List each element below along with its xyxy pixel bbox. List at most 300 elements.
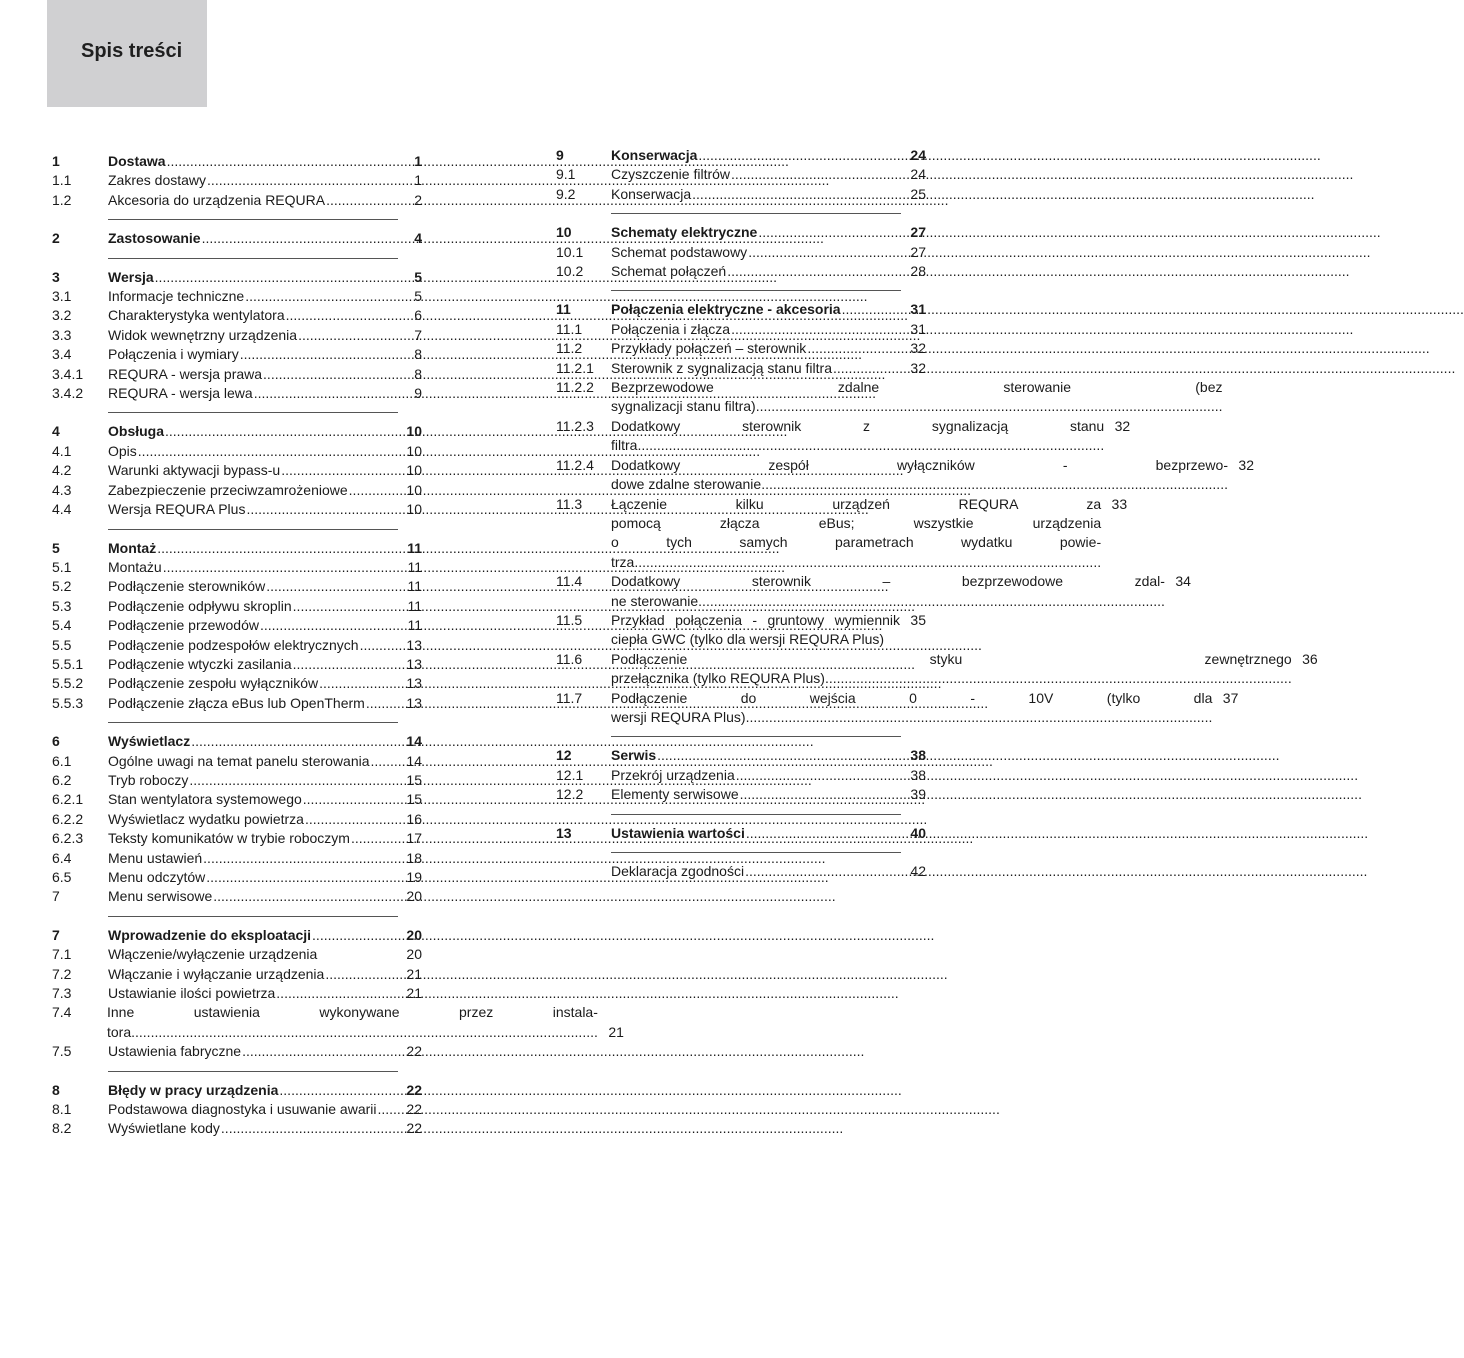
entry-title-text: Schemat podstawowy (611, 243, 748, 260)
entry-page: 14 (406, 752, 422, 769)
leader-dots (221, 1119, 395, 1138)
entry-title-text: Podłączenie styku zewnętrznego (611, 650, 1292, 667)
leader-dots (807, 339, 899, 358)
entry-title-line (611, 533, 1101, 552)
entry-number: 4.3 (52, 481, 72, 498)
toc-entry[interactable] (52, 674, 422, 693)
entry-number: 6.2 (52, 771, 72, 788)
entry-title-text: Stan wentylatora systemowego (108, 791, 302, 808)
toc-entry[interactable] (556, 320, 926, 339)
entry-title-text: Podstawowa diagnostyka i usuwanie awarii (108, 1101, 377, 1118)
leader-dots (293, 655, 395, 674)
separator-line (108, 916, 398, 917)
toc-entry[interactable] (52, 1119, 422, 1138)
entry-page: 37 (1222, 689, 1239, 706)
entry-title-text: Ustawienia wartości (611, 824, 745, 841)
entry-title-text: Schematy elektryczne (611, 224, 758, 241)
toc-entry[interactable] (556, 339, 926, 358)
entry-page: 15 (406, 771, 422, 788)
toc-entry[interactable] (52, 771, 422, 790)
entry-title (108, 384, 396, 403)
leader-dots (312, 926, 395, 945)
entry-title-text: trza (611, 553, 635, 570)
toc-entry[interactable] (52, 191, 422, 210)
entry-title-line (611, 669, 1292, 688)
entry-number: 3.2 (52, 307, 72, 324)
toc-entry[interactable] (52, 694, 422, 713)
entry-page: 40 (910, 824, 926, 841)
entry-title (611, 785, 900, 804)
toc-entry[interactable] (556, 862, 926, 881)
entry-page: 11 (407, 578, 422, 595)
entry-title-text: Przekrój urządzenia (611, 766, 735, 783)
leader-dots (276, 984, 395, 1003)
entry-title (108, 1081, 396, 1100)
entry-title-text: Dodatkowy zespół wyłączników - bezprzewo- (611, 456, 1228, 473)
toc-entry[interactable] (556, 495, 1128, 573)
entry-title-text: Schemat połączeń (611, 263, 727, 280)
entry-title-text: Ustawienia fabryczne (108, 1043, 242, 1060)
entry-title (108, 171, 396, 190)
entry-title (611, 378, 1223, 417)
entry-page: 11 (407, 617, 422, 634)
entry-title-text: Akcesoria do urządzenia REQURA (108, 191, 326, 208)
entry-number: 7 (52, 888, 60, 905)
entry-title (108, 597, 396, 616)
entry-number: 3.4 (52, 346, 72, 363)
entry-title-line (107, 1003, 598, 1022)
entry-number: 11.2 (556, 340, 583, 357)
entry-title-text: Deklaracja zgodności (611, 863, 745, 879)
separator-line (611, 213, 901, 214)
separator-line (108, 412, 398, 413)
toc-entry[interactable] (52, 926, 422, 945)
toc-entry[interactable] (52, 345, 422, 364)
leader-dots (351, 829, 395, 848)
section-separator (52, 403, 422, 422)
toc-entry[interactable] (556, 165, 926, 184)
toc-entry[interactable] (52, 1100, 422, 1119)
entry-page: 22 (406, 1120, 422, 1137)
entry-page: 28 (910, 263, 926, 280)
leader-dots (325, 965, 395, 984)
toc-entry[interactable] (52, 384, 422, 403)
leader-dots (736, 766, 899, 785)
entry-title-text: Montażu (108, 558, 162, 575)
entry-title-text: przełącznika (tylko REQURA Plus) (611, 670, 825, 687)
toc-entry[interactable] (52, 268, 422, 287)
entry-page: 14 (406, 733, 422, 750)
entry-number: 11.3 (556, 495, 583, 512)
leader-dots (746, 824, 899, 843)
entry-page: 13 (406, 655, 422, 672)
entry-number: 11.6 (556, 650, 583, 667)
toc-entry[interactable] (52, 287, 422, 306)
separator-line (108, 258, 398, 259)
toc-entry[interactable] (52, 306, 422, 325)
entry-title-line (107, 1023, 598, 1042)
entry-title (108, 810, 396, 829)
entry-number: 11.2.3 (556, 417, 594, 434)
entry-page: 2 (414, 191, 422, 208)
entry-number: 11.1 (556, 320, 583, 337)
separator-line (108, 529, 398, 530)
entry-page: 5 (414, 268, 422, 285)
entry-page: 10 (406, 501, 422, 518)
separator-line (611, 852, 901, 853)
entry-page: 10 (406, 442, 422, 459)
entry-title-line (611, 436, 1104, 455)
entry-title (611, 262, 900, 281)
entry-title-line (611, 689, 1212, 708)
entry-title (108, 306, 396, 325)
entry-title (611, 185, 900, 204)
entry-number: 4.2 (52, 462, 72, 479)
entry-title-text: Obsługa (108, 423, 165, 440)
separator-line (108, 1071, 398, 1072)
entry-title-text: REQURA - wersja prawa (108, 365, 263, 382)
section-separator (52, 713, 422, 732)
entry-page: 1 (414, 153, 422, 169)
entry-title-text: Wyświetlane kody (108, 1120, 220, 1137)
separator-line (611, 814, 901, 815)
leader-dots (279, 1081, 395, 1100)
entry-number: 8 (52, 1081, 60, 1098)
entry-number: 5.3 (52, 597, 72, 614)
entry-title-text: o tych samych parametrach wydatku powie- (611, 534, 1102, 551)
section-separator (556, 204, 926, 223)
entry-page: 6 (414, 307, 422, 324)
entry-title-line (611, 397, 1223, 416)
entry-title-text: Bezprzewodowe zdalne sterowanie (bez (611, 379, 1223, 396)
toc-section (52, 539, 422, 714)
entry-title-line (611, 417, 1104, 436)
entry-number: 6.2.2 (52, 810, 84, 827)
toc-entry[interactable] (52, 422, 422, 441)
entry-number: 6.2.1 (52, 791, 84, 808)
entry-title-text: Podłączenie zespołu wyłączników (108, 675, 319, 692)
toc-entry[interactable] (52, 539, 422, 558)
toc-entry[interactable] (52, 790, 422, 809)
leader-dots (298, 326, 395, 345)
leader-dots: ........................................................................................................................ (698, 592, 1165, 609)
toc-entry[interactable] (52, 1003, 624, 1042)
entry-number: 10 (556, 224, 572, 241)
entry-title (108, 268, 396, 287)
toc-entry[interactable] (52, 577, 422, 596)
entry-number: 5 (52, 539, 60, 556)
entry-title-text: Montaż (108, 539, 157, 556)
toc-entry[interactable] (52, 1042, 422, 1061)
toc-entry[interactable] (52, 1081, 422, 1100)
toc-entry[interactable] (52, 442, 422, 461)
entry-title (108, 849, 396, 868)
toc-section (556, 300, 1318, 727)
entry-page: 38 (910, 766, 926, 783)
entry-page: 17 (406, 830, 422, 847)
leader-dots (165, 422, 395, 441)
toc-entry[interactable] (556, 185, 926, 204)
entry-page: 5 (414, 288, 422, 305)
entry-title-line (611, 475, 1228, 494)
entry-page: 32 (1238, 456, 1254, 473)
entry-number: 11.2.4 (556, 456, 594, 473)
entry-title (611, 165, 900, 184)
leader-dots (305, 810, 395, 829)
toc-entry[interactable] (556, 785, 926, 804)
leader-dots (202, 229, 395, 248)
toc-entry[interactable] (52, 732, 422, 751)
entry-title (611, 243, 900, 262)
toc-section (52, 229, 422, 248)
entry-number: 4.1 (52, 442, 72, 459)
toc-entry[interactable] (52, 481, 422, 500)
toc-entry[interactable] (52, 171, 422, 190)
entry-number: 3.4.2 (52, 385, 84, 402)
entry-number: 7.2 (52, 965, 72, 982)
leader-dots (303, 790, 395, 809)
toc-entry[interactable] (52, 229, 422, 248)
toc-section (556, 824, 926, 843)
entry-title-text: wersji REQURA Plus) (611, 708, 746, 725)
toc-entry[interactable] (52, 868, 422, 887)
entry-title-text: Podłączenie sterowników (108, 578, 266, 595)
entry-title-text: Dostawa (108, 153, 166, 169)
entry-title (108, 926, 396, 945)
leader-dots (260, 616, 395, 635)
toc-entry[interactable] (556, 766, 926, 785)
entry-number: 3.3 (52, 326, 72, 343)
entry-page: 16 (406, 810, 422, 827)
toc-entry[interactable] (52, 849, 422, 868)
leader-dots (240, 345, 395, 364)
entry-title-text: Zastosowanie (108, 230, 201, 247)
entry-page: 22 (406, 1043, 422, 1060)
entry-title-text: Menu ustawień (108, 849, 203, 866)
toc-entry[interactable] (52, 829, 422, 848)
entry-title-text: tora (107, 1023, 132, 1040)
toc-section (556, 223, 926, 281)
entry-title-line (611, 553, 1101, 572)
entry-number: 11.4 (556, 573, 583, 590)
toc-entry[interactable] (556, 378, 1223, 417)
entry-title (108, 945, 396, 964)
toc-entry[interactable] (52, 636, 422, 655)
section-separator (52, 249, 422, 268)
toc-entry[interactable] (52, 461, 422, 480)
entry-title-text: Menu serwisowe (108, 888, 213, 905)
entry-number: 5.2 (52, 578, 72, 595)
entry-title-line (611, 456, 1228, 475)
entry-title-text: Połączenia i złącza (611, 320, 731, 337)
leader-dots (138, 442, 395, 461)
entry-number: 10.2 (556, 263, 584, 280)
entry-number: 5.5.3 (52, 694, 84, 711)
entry-title-text: Serwis (611, 747, 657, 764)
entry-title (611, 300, 900, 319)
toc-entry[interactable] (52, 152, 422, 171)
entry-title-text: Warunki aktywacji bypass-u (108, 462, 281, 479)
entry-title-text: Menu odczytów (108, 869, 206, 885)
separator-line (611, 736, 901, 737)
entry-page: 8 (414, 346, 422, 363)
toc-entry[interactable] (52, 887, 422, 906)
toc-entry[interactable] (556, 689, 1239, 728)
leader-dots (191, 732, 395, 751)
separator-line (108, 219, 398, 220)
entry-title-text: Przykład połączenia - gruntowy wymiennik (611, 611, 900, 628)
entry-title-line (611, 592, 1165, 611)
leader-dots: ........................................................................................................................ (755, 398, 1223, 415)
leader-dots (189, 771, 395, 790)
entry-number: 7.1 (52, 946, 72, 963)
toc-entry[interactable] (52, 500, 422, 519)
leader-dots (740, 785, 899, 804)
entry-page: 24 (910, 147, 926, 163)
toc-entry[interactable] (556, 243, 926, 262)
leader-dots (731, 165, 899, 184)
toc-section (52, 732, 422, 907)
entry-title-text: Zabezpieczenie przeciwzamrożeniowe (108, 481, 348, 498)
entry-page: 11 (407, 539, 422, 556)
toc-entry[interactable] (52, 326, 422, 345)
entry-title-line (611, 650, 1292, 669)
leader-dots (692, 185, 899, 204)
toc-entry[interactable] (52, 945, 422, 964)
entry-number: 12.1 (556, 766, 584, 783)
leader-dots (326, 191, 395, 210)
entry-title (611, 689, 1212, 728)
toc-entry[interactable] (52, 365, 422, 384)
entry-page: 24 (910, 166, 926, 183)
entry-title (108, 558, 396, 577)
entry-number: 1 (52, 153, 60, 169)
entry-page: 22 (406, 1101, 422, 1118)
toc-entry[interactable] (52, 655, 422, 674)
entry-title (611, 766, 900, 785)
toc-entry[interactable] (556, 746, 926, 765)
leader-dots (731, 320, 899, 339)
entry-page: 4 (414, 230, 422, 247)
toc-section (52, 152, 422, 210)
entry-page: 20 (406, 946, 422, 963)
toc-entry[interactable] (556, 611, 926, 650)
toc-entry[interactable] (556, 417, 1131, 456)
entry-title-text: Opis (108, 442, 137, 459)
entry-number: 5.1 (52, 558, 72, 575)
entry-number: 7 (52, 926, 60, 943)
toc-entry[interactable] (556, 359, 926, 378)
toc-entry[interactable] (52, 752, 422, 771)
section-separator (556, 281, 926, 300)
entry-title (108, 732, 396, 751)
entry-title (108, 694, 396, 713)
entry-title-text: Wyświetlacz (108, 733, 191, 750)
entry-page: 38 (910, 747, 926, 764)
entry-page: 9 (414, 385, 422, 402)
toc-entry[interactable] (52, 965, 422, 984)
page-title: Spis treści (81, 40, 183, 62)
entry-title (108, 577, 396, 596)
entry-title (611, 495, 1101, 573)
toc-entry[interactable] (52, 616, 422, 635)
entry-title-line (611, 611, 900, 630)
toc-entry[interactable] (556, 262, 926, 281)
entry-page: 8 (414, 365, 422, 382)
entry-title (108, 829, 396, 848)
entry-title (108, 887, 396, 906)
toc-entry[interactable] (556, 650, 1318, 689)
entry-number: 3.1 (52, 288, 72, 305)
entry-title-line (611, 708, 1212, 727)
toc-entry[interactable] (52, 558, 422, 577)
entry-number: 11.2.1 (556, 359, 594, 376)
entry-title (611, 746, 900, 765)
entry-title-line (611, 378, 1223, 397)
leader-dots (254, 384, 395, 403)
entry-page: 32 (1114, 417, 1131, 434)
entry-page: 21 (406, 965, 422, 982)
toc-entry[interactable] (556, 824, 926, 843)
entry-number: 11 (556, 301, 571, 318)
entry-page: 19 (406, 869, 422, 885)
entry-number: 4.4 (52, 501, 72, 518)
separator-line (108, 722, 398, 723)
entry-title-line (611, 572, 1165, 591)
entry-title (611, 146, 900, 165)
entry-page: 20 (406, 888, 422, 905)
leader-dots (163, 558, 395, 577)
leader-dots (167, 152, 395, 171)
entry-page: 27 (910, 243, 926, 260)
entry-title-text: Łączenie kilku urządzeń REQURA za (611, 495, 1102, 512)
entry-title (108, 422, 396, 441)
toc-entry[interactable] (52, 984, 422, 1003)
toc-entry[interactable] (556, 300, 926, 319)
entry-number: 5.5.1 (52, 655, 84, 672)
entry-title (108, 674, 396, 693)
toc-entry[interactable] (556, 572, 1191, 611)
leader-dots: ........................................................................................................................ (761, 476, 1228, 493)
entry-title-text: Połączenia elektryczne - akcesoria (611, 301, 841, 318)
toc-entry[interactable] (52, 597, 422, 616)
toc-entry[interactable] (556, 146, 926, 165)
leader-dots (657, 746, 899, 765)
entry-title (611, 862, 900, 881)
entry-title-line (611, 514, 1101, 533)
toc-entry[interactable] (52, 810, 422, 829)
entry-page: 42 (910, 863, 926, 879)
entry-title-text: Podłączenie podzespołów elektrycznych (108, 636, 359, 653)
entry-number: 11.2.2 (556, 379, 594, 396)
leader-dots (206, 868, 395, 887)
leader-dots (748, 243, 899, 262)
entry-number: 3.4.1 (52, 365, 84, 382)
entry-title (108, 461, 396, 480)
leader-dots: ........................................................................................................................ (745, 708, 1213, 725)
entry-number: 7.3 (52, 985, 72, 1002)
entry-title (108, 326, 396, 345)
toc-entry[interactable] (556, 223, 926, 242)
toc-entry[interactable] (556, 456, 1254, 495)
entry-number: 8.1 (52, 1101, 72, 1118)
entry-title (611, 339, 900, 358)
entry-title (108, 752, 396, 771)
entry-page: 15 (406, 791, 422, 808)
section-separator (52, 907, 422, 926)
entry-title-text: dowe zdalne sterowanie (611, 476, 762, 493)
leader-dots: ........................................................................................................................ (824, 670, 1292, 687)
